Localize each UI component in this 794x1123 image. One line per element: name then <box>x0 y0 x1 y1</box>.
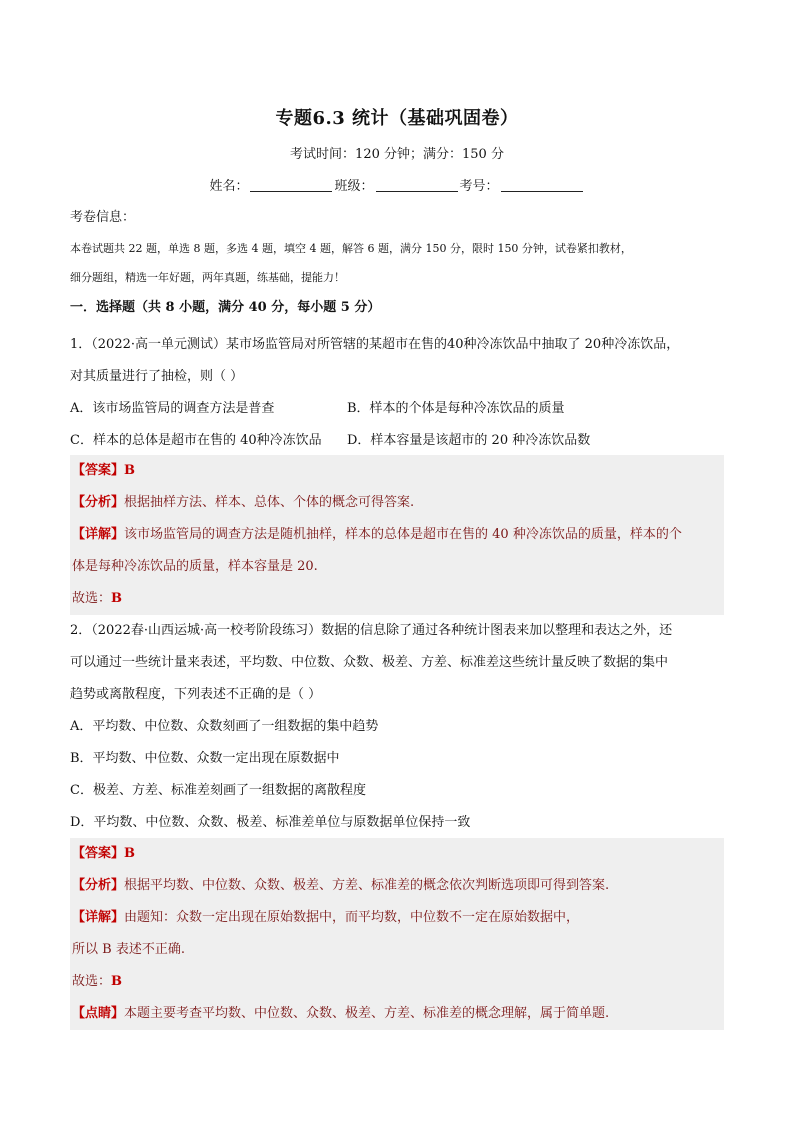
question-1-stem-line1: 1．（2022·高一单元测试）某市场监管局对所管辖的某超市在售的40种冷冻饮品中抽取了 20种冷冻饮品， <box>70 337 680 352</box>
question-1-options-ab <box>70 393 725 425</box>
question-2-stem-line3: 趋势或离散程度，下列表述不正确的是（ ） <box>70 687 322 702</box>
question-1-option-a: A．该市场监管局的调查方法是普查 <box>70 401 275 416</box>
page-title: 专题6.3 统计（基础巩固卷） <box>275 108 519 129</box>
detail-text-line1: 由题知：众数一定出现在原始数据中，而平均数，中位数不一定在原始数据中， <box>124 910 580 925</box>
answer-tag: 【答案】 <box>72 463 125 478</box>
answer-tag: 【答案】 <box>72 846 125 861</box>
comment-text: 本题主要考查平均数、中位数、众数、极差、方差、标准差的概念理解，属于简单题. <box>124 1006 610 1021</box>
question-2-option-d: D．平均数、中位数、众数、极差、标准差单位与原数据单位保持一致 <box>70 815 471 830</box>
detail-text-line1: 该市场监管局的调查方法是随机抽样，样本的总体是超市在售的 40 种冷冻饮品的质量，样本的个 <box>124 527 682 542</box>
answer-value: B <box>124 463 136 478</box>
question-2-detail-line1 <box>70 902 724 934</box>
exam-time-line: 考试时间：120 分钟；满分：150 分 <box>290 147 504 162</box>
question-2 <box>70 615 725 839</box>
question-2-answer <box>70 838 724 870</box>
question-1-option-b: B．样本的个体是每种冷冻饮品的质量 <box>347 401 565 416</box>
student-info-line <box>0 175 794 194</box>
analysis-tag: 【分析】 <box>72 878 125 893</box>
question-2-stem-line1: 2．（2022春·山西运城·高一校考阶段练习）数据的信息除了通过各种统计图表来加以整理和表达之外，还 <box>70 623 673 638</box>
analysis-tag: 【分析】 <box>72 495 125 510</box>
question-1 <box>70 329 725 457</box>
question-1-detail-line1 <box>70 519 724 551</box>
number-label: 考号： <box>459 179 499 194</box>
question-1-answer <box>70 455 724 487</box>
question-1-option-c: C．样本的总体是超市在售的 40种冷冻饮品 <box>70 433 322 448</box>
exam-info-line1: 本卷试题共 22 题，单选 8 题，多选 4 题，填空 4 题，解答 6 题，满分 150 分，限时 150 分钟，试卷紧扣教材， <box>70 242 632 255</box>
section-heading: 一．选择题（共 8 小题，满分 40 分，每小题 5 分） <box>70 300 381 315</box>
choose-label: 故选： <box>72 591 112 606</box>
exam-info-heading: 考卷信息： <box>70 210 136 225</box>
number-blank <box>501 179 583 192</box>
question-2-option-b: B．平均数、中位数、众数一定出现在原数据中 <box>70 751 340 766</box>
choose-label: 故选： <box>72 974 112 989</box>
name-blank <box>250 179 332 192</box>
question-1-choose <box>70 583 724 615</box>
question-2-option-c: C．极差、方差、标准差刻画了一组数据的离散程度 <box>70 783 366 798</box>
question-1-detail-line2: 体是每种冷冻饮品的质量，样本容量是 20. <box>72 559 318 574</box>
choose-value: B <box>111 974 123 989</box>
question-2-choose <box>70 966 724 998</box>
question-1-option-d: D．样本容量是该超市的 20 种冷冻饮品数 <box>347 433 591 448</box>
analysis-text: 根据平均数、中位数、众数、极差、方差、标准差的概念依次判断选项即可得到答案. <box>124 878 610 893</box>
choose-value: B <box>111 591 123 606</box>
detail-tag: 【详解】 <box>72 527 125 542</box>
exam-info <box>70 202 725 324</box>
question-2-comment <box>70 998 724 1030</box>
question-1-options-cd <box>70 425 725 457</box>
class-label: 班级： <box>334 179 374 194</box>
name-label: 姓名： <box>209 179 249 194</box>
class-blank <box>376 179 458 192</box>
exam-info-line2: 细分题组，精选一年好题，两年真题，练基础，提能力！ <box>70 271 345 284</box>
analysis-text: 根据抽样方法、样本、总体、个体的概念可得答案. <box>124 495 415 510</box>
question-1-stem-line2: 对其质量进行了抽检，则（ ） <box>70 369 244 384</box>
question-2-solution <box>70 838 724 1030</box>
question-2-stem-line2: 可以通过一些统计量来表述，平均数、中位数、众数、极差、方差、标准差这些统计量反映了数据的集中 <box>70 655 669 670</box>
question-1-analysis <box>70 487 724 519</box>
question-2-detail-line2: 所以 B 表述不正确. <box>72 942 185 957</box>
question-2-option-a: A．平均数、中位数、众数刻画了一组数据的集中趋势 <box>70 719 379 734</box>
detail-tag: 【详解】 <box>72 910 125 925</box>
question-1-solution <box>70 455 724 615</box>
question-2-analysis <box>70 870 724 902</box>
answer-value: B <box>124 846 136 861</box>
comment-tag: 【点睛】 <box>72 1006 125 1021</box>
